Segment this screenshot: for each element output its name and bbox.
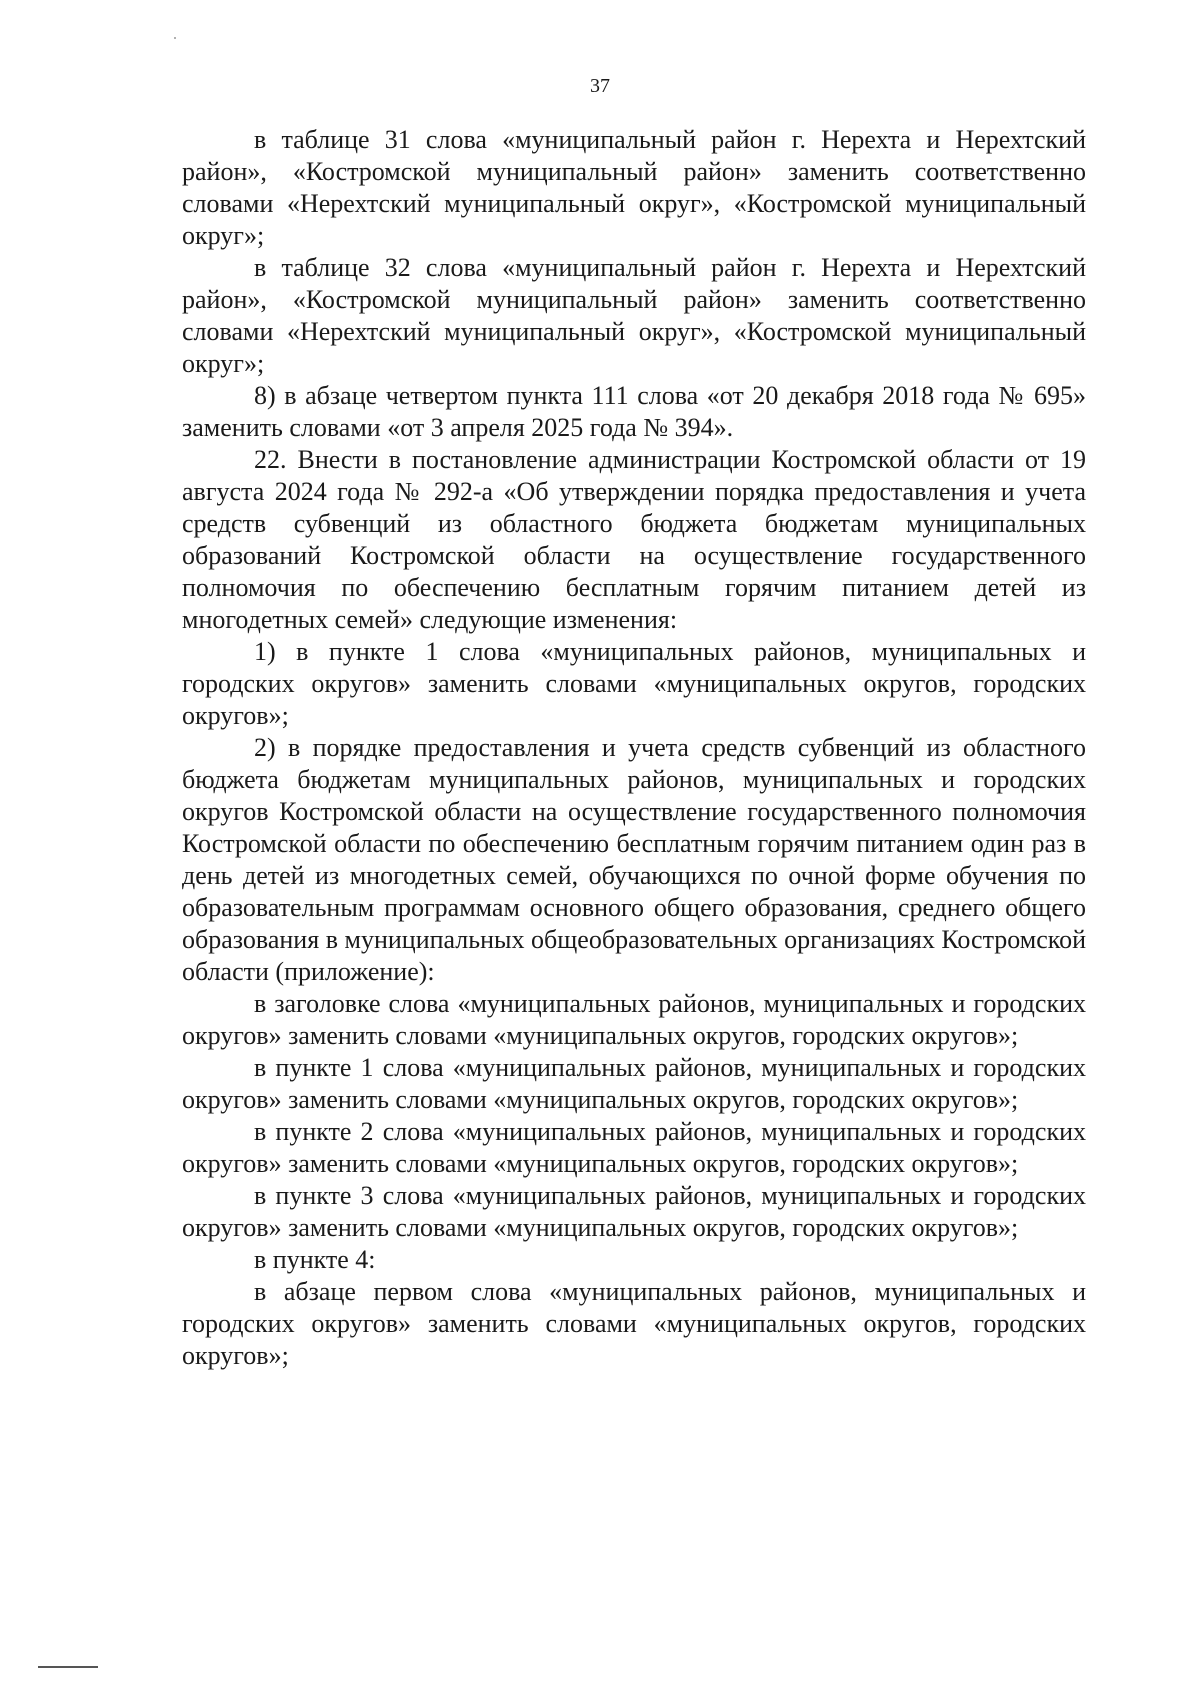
paragraph-point-3-change: в пункте 3 слова «муниципальных районов, муниципальных и городских округов» заменить словами «муниципальных округов, городских округов»; [182,1181,1086,1242]
paragraph-subitem-1: 1) в пункте 1 слова «муниципальных районов, муниципальных и городских округов» заменить словами «муниципальных округов, городских округов»; [182,637,1086,730]
paragraph-section-22: 22. Внести в постановление администрации Костромской области от 19 августа 2024 года № 292-а «Об утверждении порядка предоставления и учета средств субвенций из областного бюджета бюджетам муниципальных образований Костромской области на осуществление государственного полномочия по обеспечению бесплатным горячим питанием детей из многодетных семей» следующие изменения: [182,445,1086,634]
paragraph-point-2-change: в пункте 2 слова «муниципальных районов, муниципальных и городских округов» заменить словами «муниципальных округов, городских округов»; [182,1117,1086,1178]
paragraph-point-1-change: в пункте 1 слова «муниципальных районов, муниципальных и городских округов» заменить словами «муниципальных округов, городских округов»; [182,1053,1086,1114]
page-number: 37 [590,75,610,97]
paragraph-point-4: в пункте 4: [254,1245,376,1274]
scan-edge-mark [38,1666,98,1668]
paragraph-point-4-first-para: в абзаце первом слова «муниципальных районов, муниципальных и городских округов» заменить словами «муниципальных округов, городских округов»; [182,1277,1086,1370]
document-body [182,124,1086,1372]
paragraph-item-8: 8) в абзаце четвертом пункта 111 слова «от 20 декабря 2018 года № 695» заменить словами «от 3 апреля 2025 года № 394». [182,381,1086,442]
paragraph-table-31: в таблице 31 слова «муниципальный район г. Нерехта и Нерехтский район», «Костромской муниципальный район» заменить соответственно словами «Нерехтский муниципальный округ», «Костромской муниципальный округ»; [182,125,1086,250]
paragraph-subitem-2: 2) в порядке предоставления и учета средств субвенций из областного бюджета бюджетам муниципальных районов, муниципальных и городских округов Костромской области на осуществление государственного полномочия Костромской области по обеспечению бесплатным горячим питанием один раз в день детей из многодетных семей, обучающихся по очной форме обучения по образовательным программам основного общего образования, среднего общего образования в муниципальных общеобразовательных организациях Костромской области (приложение): [182,733,1086,986]
paragraph-heading-change: в заголовке слова «муниципальных районов, муниципальных и городских округов» заменить словами «муниципальных округов, городских округов»; [182,989,1086,1050]
paragraph-table-32: в таблице 32 слова «муниципальный район г. Нерехта и Нерехтский район», «Костромской муниципальный район» заменить соответственно словами «Нерехтский муниципальный округ», «Костромской муниципальный округ»; [182,253,1086,378]
scan-speck [174,37,176,39]
